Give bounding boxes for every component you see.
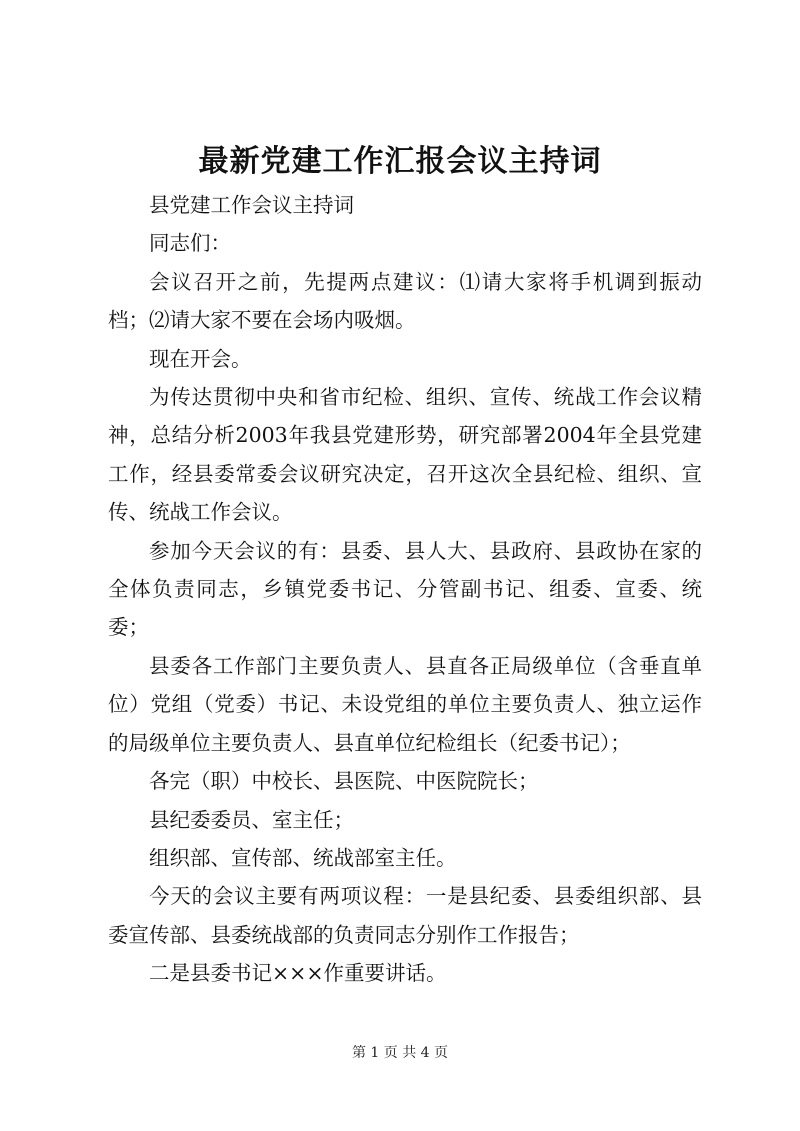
- paragraph-purpose: 为传达贯彻中央和省市纪检、组织、宣传、统战工作会议精神，总结分析2003年我县党建形势，研究部署2004年全县党建工作，经县委常委会议研究决定，召开这次全县纪检、组织、宣传、统战工作会议。: [108, 385, 702, 525]
- paragraph-commission-members: 县纪委委员、室主任；: [149, 807, 354, 832]
- paragraph-agenda-second: 二是县委书记×××作重要讲话。: [149, 961, 447, 986]
- page-number-footer: 第 1 页 共 4 页: [351, 1045, 449, 1061]
- paragraph-agenda: 今天的会议主要有两项议程：一是县纪委、县委组织部、县委宣传部、县委统战部的负责同志分别作工作报告；: [108, 884, 702, 947]
- paragraph-meeting-start: 现在开会。: [149, 346, 252, 371]
- paragraph-subtitle: 县党建工作会议主持词: [149, 193, 354, 217]
- paragraph-suggestions: 会议召开之前，先提两点建议：⑴请大家将手机调到振动档；⑵请大家不要在会场内吸烟。: [108, 269, 702, 333]
- paragraph-department-heads: 县委各工作部门主要负责人、县直各正局级单位（含垂直单位）党组（党委）书记、未设党组的单位主要负责人、独立运作的局级单位主要负责人、县直单位纪检组长（纪委书记）；: [108, 653, 702, 755]
- paragraph-salutation: 同志们：: [149, 231, 231, 256]
- page-title: 最新党建工作汇报会议主持词: [198, 144, 602, 179]
- paragraph-principals: 各完（职）中校长、县医院、中医院院长；: [149, 769, 539, 794]
- paragraph-office-directors: 组织部、宣传部、统战部室主任。: [149, 845, 457, 870]
- document-body: [108, 186, 702, 993]
- paragraph-attendees: 参加今天会议的有：县委、县人大、县政府、县政协在家的全体负责同志，乡镇党委书记、分管副书记、组委、宣委、统委；: [108, 538, 702, 640]
